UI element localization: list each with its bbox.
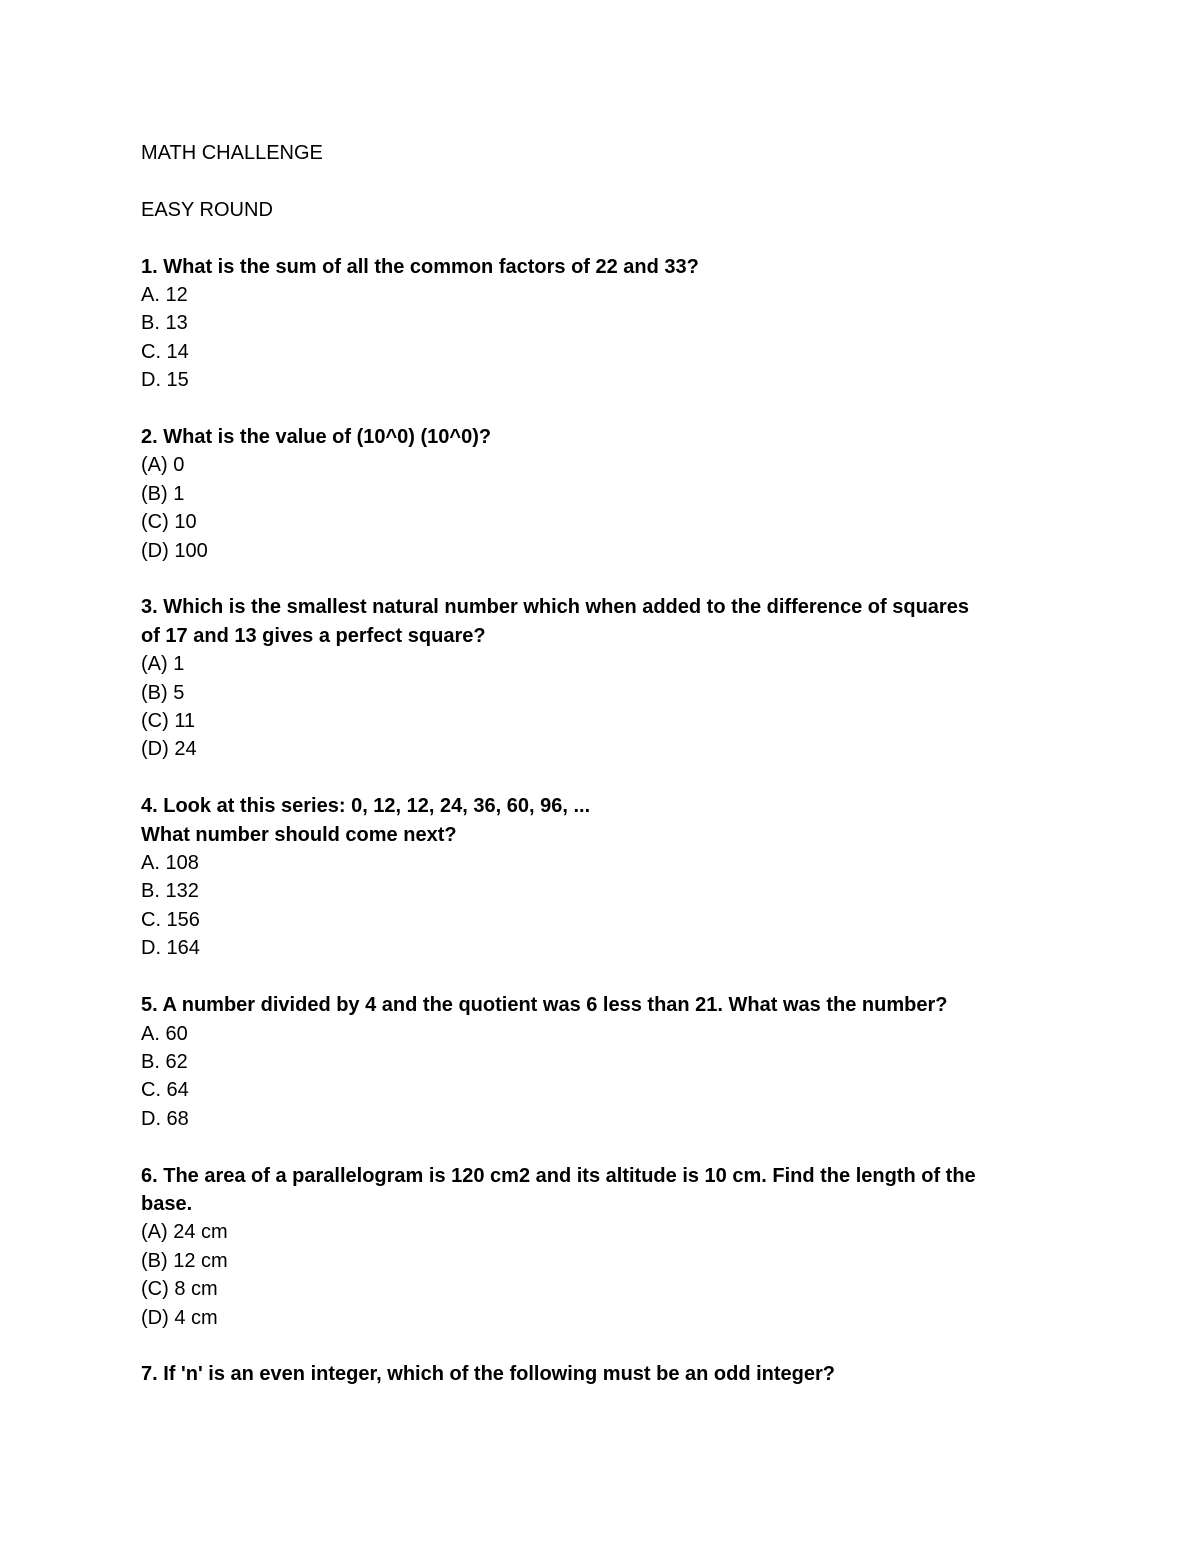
answer-options bbox=[141, 281, 1061, 395]
answer-option-d: (D) 24 bbox=[141, 738, 197, 761]
answer-option-d: D. 164 bbox=[141, 937, 200, 960]
question-4 bbox=[141, 792, 1061, 962]
answer-options bbox=[141, 451, 1061, 565]
answer-option-c: (C) 10 bbox=[141, 511, 197, 534]
answer-option-c: C. 64 bbox=[141, 1079, 189, 1102]
question-text: 7. If 'n' is an even integer, which of the following must be an odd integer? bbox=[141, 1363, 836, 1386]
document-page bbox=[141, 139, 1061, 1417]
question-7 bbox=[141, 1360, 1061, 1388]
question-5 bbox=[141, 991, 1061, 1133]
question-text-continued: of 17 and 13 gives a perfect square? bbox=[141, 624, 486, 647]
answer-option-c: C. 156 bbox=[141, 908, 200, 931]
question-text-continued: base. bbox=[141, 1192, 193, 1215]
answer-option-b: (B) 1 bbox=[141, 482, 185, 505]
answer-option-a: (A) 24 cm bbox=[141, 1221, 228, 1244]
answer-options bbox=[141, 849, 1061, 963]
answer-option-a: (A) 0 bbox=[141, 454, 185, 477]
answer-options bbox=[141, 1218, 1061, 1332]
answer-option-b: B. 62 bbox=[141, 1050, 188, 1073]
question-text: 3. Which is the smallest natural number which when added to the difference of squares bbox=[141, 596, 969, 619]
answer-option-d: D. 68 bbox=[141, 1107, 189, 1130]
answer-option-c: C. 14 bbox=[141, 340, 189, 363]
question-2 bbox=[141, 423, 1061, 565]
answer-option-c: (C) 11 bbox=[141, 710, 196, 733]
question-text: 2. What is the value of (10^0) (10^0)? bbox=[141, 426, 492, 449]
answer-option-b: B. 132 bbox=[141, 880, 199, 903]
answer-option-a: (A) 1 bbox=[141, 653, 185, 676]
question-text: 6. The area of a parallelogram is 120 cm2 and its altitude is 10 cm. Find the length of the bbox=[141, 1164, 976, 1187]
answer-option-a: A. 60 bbox=[141, 1022, 188, 1045]
question-3 bbox=[141, 593, 1061, 763]
answer-option-a: A. 108 bbox=[141, 852, 199, 875]
question-text: 4. Look at this series: 0, 12, 12, 24, 36, 60, 96, ... bbox=[141, 795, 591, 818]
answer-options bbox=[141, 650, 1061, 764]
answer-option-b: B. 13 bbox=[141, 312, 188, 335]
question-text: 1. What is the sum of all the common factors of 22 and 33? bbox=[141, 255, 699, 278]
answer-option-b: (B) 5 bbox=[141, 681, 185, 704]
answer-options bbox=[141, 1020, 1061, 1134]
answer-option-a: A. 12 bbox=[141, 284, 188, 306]
answer-option-d: D. 15 bbox=[141, 369, 189, 392]
answer-option-c: (C) 8 cm bbox=[141, 1278, 218, 1301]
question-6 bbox=[141, 1162, 1061, 1332]
answer-option-b: (B) 12 cm bbox=[141, 1249, 228, 1272]
round-heading: EASY ROUND bbox=[141, 198, 273, 221]
answer-option-d: (D) 4 cm bbox=[141, 1306, 218, 1329]
answer-option-d: (D) 100 bbox=[141, 539, 208, 562]
document-title: MATH CHALLENGE bbox=[141, 142, 323, 164]
question-text: 5. A number divided by 4 and the quotient was 6 less than 21. What was the number? bbox=[141, 994, 948, 1017]
question-text-continued: What number should come next? bbox=[141, 823, 457, 846]
question-1 bbox=[141, 253, 1061, 395]
